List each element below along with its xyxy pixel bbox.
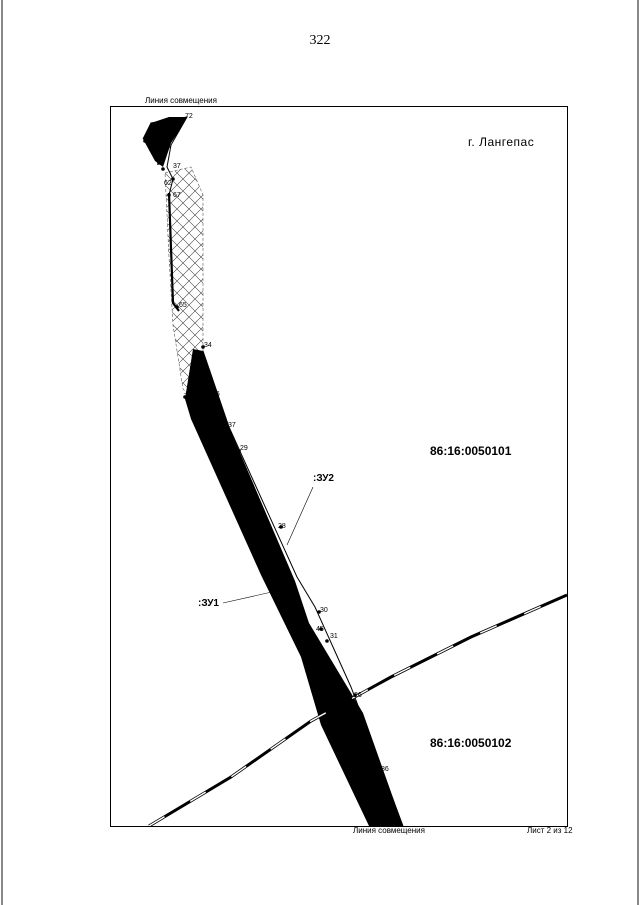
point-label: 82 [367,771,375,778]
point-label: 37 [228,422,236,429]
point-label: 72 [185,113,193,120]
city-label: г. Лангепас [468,135,535,149]
point-label: 69 [340,701,348,708]
point-label: 74 [156,160,164,167]
point-label: 58 [194,412,202,419]
point-label: 62 [164,180,172,187]
point-label: 67 [173,192,181,199]
point-label: 60 [175,119,183,126]
point-label: 56 [306,644,314,651]
point-label: 30 [320,607,328,614]
point-label: 26 [354,692,362,699]
scan-right-edge [637,0,639,905]
map-drawing [111,107,567,826]
point-label: 29 [240,445,248,452]
point-label: 61 [356,776,364,783]
zu2-leader [287,487,313,545]
point-label: 45 [316,626,324,633]
point-label: 59 [161,122,169,129]
map-frame [110,106,568,827]
point-label: 73 [148,146,156,153]
point-label: 31 [330,633,338,640]
point-label: 70 [184,393,192,400]
plot-label-zu1: :ЗУ1 [198,598,219,609]
plot-label-zu2: :ЗУ2 [313,473,334,484]
point-label: 34 [204,342,212,349]
page-number: 322 [309,33,331,48]
point-label: 36 [212,391,220,398]
point-label: 52 [196,354,204,361]
cadastral-quarter-label: 86:16:0050102 [430,736,512,750]
point-label: 28 [278,523,286,530]
point-label: 35 [203,370,211,377]
sheet-number-label: Лист 2 из 12 [527,826,573,835]
main-plot-band [185,349,403,826]
scan-left-edge [1,0,3,905]
point-label: 75 [195,388,203,395]
point-label: 65 [179,302,187,309]
point-label: 37 [173,163,181,170]
point-label: 86 [381,766,389,773]
top-join-line-label: Линия совмещения [145,96,217,105]
bottom-join-line-label: Линия совмещения [353,826,425,835]
point-label: 68 [163,143,171,150]
cadastral-quarter-label: 86:16:0050101 [430,444,512,458]
point-label: 57 [297,622,305,629]
